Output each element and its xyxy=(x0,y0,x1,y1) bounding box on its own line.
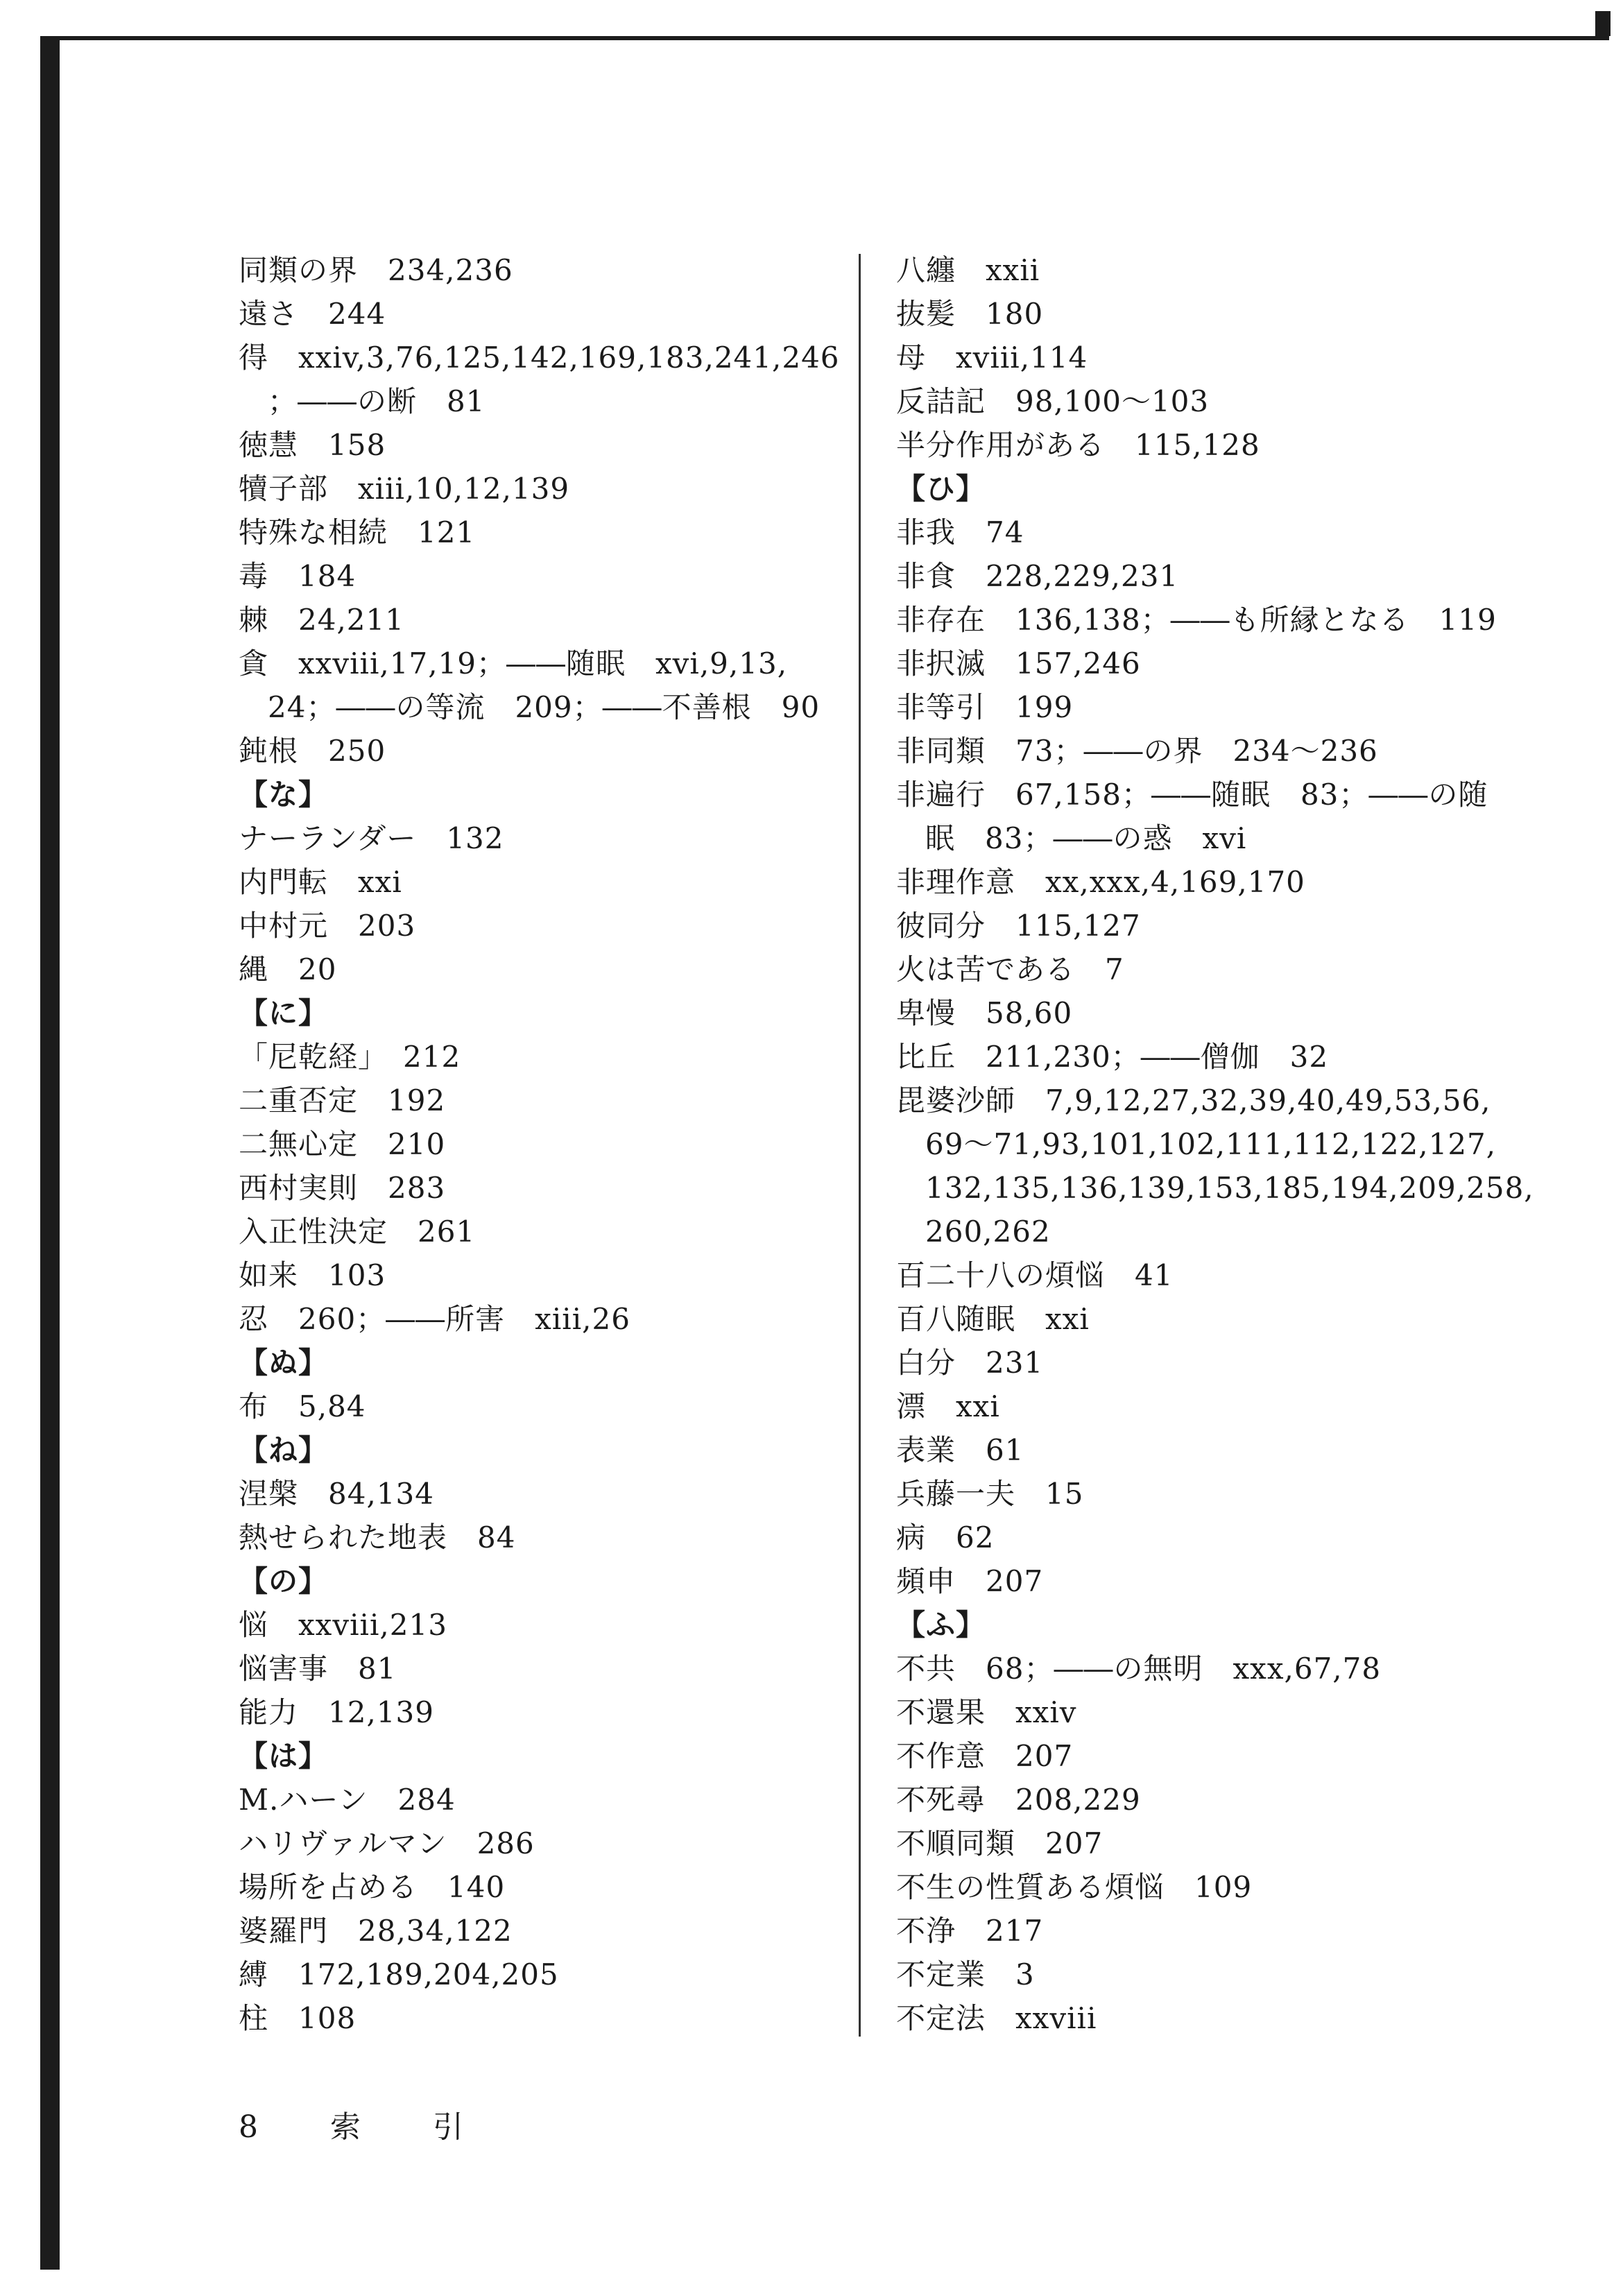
index-entry: 如来 103 xyxy=(239,1258,386,1292)
index-section-heading: 【ね】 xyxy=(239,1433,329,1467)
index-entry: 貪 xxviii,17,19；――随眠 xvi,9,13, xyxy=(239,646,788,680)
index-column-right xyxy=(896,248,1562,2040)
index-entry: 忍 260；――所害 xiii,26 xyxy=(239,1302,630,1336)
index-entry: 眠 83；――の惑 xvi xyxy=(925,821,1247,855)
index-entry: 犢子部 xiii,10,12,139 xyxy=(239,472,570,506)
index-entry: 百八随眠 xxi xyxy=(896,1302,1090,1336)
index-entry: 棘 24,211 xyxy=(239,603,404,637)
index-entry: 不浄 217 xyxy=(896,1914,1044,1948)
index-entry: 非択滅 157,246 xyxy=(896,646,1141,680)
index-entry: 不作意 207 xyxy=(896,1739,1074,1773)
index-entry: 反詰記 98,100〜103 xyxy=(896,384,1210,418)
scan-border-top xyxy=(40,36,1609,40)
index-entry: 内門転 xxi xyxy=(239,865,402,899)
column-divider xyxy=(859,254,861,2037)
scan-border-left xyxy=(40,36,60,2270)
index-entry: 場所を占める 140 xyxy=(239,1870,506,1904)
index-entry: 非存在 136,138；――も所縁となる 119 xyxy=(896,603,1497,637)
index-entry: 不死尋 208,229 xyxy=(896,1783,1141,1817)
index-entry: 西村実則 283 xyxy=(239,1171,446,1205)
index-entry: 不定業 3 xyxy=(896,1957,1035,1991)
index-section-heading: 【な】 xyxy=(239,778,329,812)
index-entry: ナーランダー 132 xyxy=(239,821,504,855)
index-entry: 遠さ 244 xyxy=(239,297,386,331)
index-section-heading: 【ぬ】 xyxy=(239,1346,329,1380)
index-entry: 69〜71,93,101,102,111,112,122,127, xyxy=(925,1127,1497,1161)
index-entry: 非同類 73；――の界 234〜236 xyxy=(896,734,1378,768)
index-entry: 布 5,84 xyxy=(239,1389,366,1423)
index-entry: 百二十八の煩悩 41 xyxy=(896,1258,1174,1292)
index-section-heading: 【に】 xyxy=(239,996,329,1030)
index-entry: M.ハーン 284 xyxy=(239,1783,456,1817)
index-entry: 柱 108 xyxy=(239,2001,357,2035)
index-entry: 毒 184 xyxy=(239,559,357,593)
index-entry: 病 62 xyxy=(896,1520,995,1554)
index-entry: 母 xviii,114 xyxy=(896,341,1088,375)
index-entry: 彼同分 115,127 xyxy=(896,909,1141,943)
index-entry: 火は苦である 7 xyxy=(896,952,1124,986)
index-entry: ；――の断 81 xyxy=(268,384,486,418)
index-section-heading: 【は】 xyxy=(239,1739,329,1773)
index-entry: 比丘 211,230；――僧伽 32 xyxy=(896,1040,1329,1074)
index-entry: 能力 12,139 xyxy=(239,1695,434,1729)
index-entry: 表業 61 xyxy=(896,1433,1024,1467)
index-entry: 不共 68；――の無明 xxx,67,78 xyxy=(896,1652,1382,1686)
index-entry: 不順同類 207 xyxy=(896,1826,1104,1860)
index-column-left xyxy=(239,248,840,2040)
index-entry: 縛 172,189,204,205 xyxy=(239,1957,559,1991)
index-entry: ハリヴァルマン 286 xyxy=(239,1826,535,1860)
index-entry: 非食 228,229,231 xyxy=(896,559,1179,593)
index-section-heading: 【ふ】 xyxy=(896,1608,986,1642)
index-entry: 悩害事 81 xyxy=(239,1652,397,1686)
index-entry: 徳慧 158 xyxy=(239,428,386,462)
page-footer xyxy=(239,2102,526,2146)
scan-corner-mark xyxy=(1595,11,1611,36)
index-entry: 二重否定 192 xyxy=(239,1083,446,1117)
index-entry: 非理作意 xx,xxx,4,169,170 xyxy=(896,865,1305,899)
index-entry: 二無心定 210 xyxy=(239,1127,446,1161)
index-entry: 漂 xxi xyxy=(896,1389,1000,1423)
index-entry: 悩 xxviii,213 xyxy=(239,1608,447,1642)
index-entry: 不定法 xxviii xyxy=(896,2001,1097,2035)
page-number: 8 xyxy=(239,2109,258,2145)
index-entry: 熱せられた地表 84 xyxy=(239,1520,516,1554)
index-entry: 鈍根 250 xyxy=(239,734,386,768)
index-entry: 入正性決定 261 xyxy=(239,1215,476,1249)
index-entry: 「尼乾経」 212 xyxy=(239,1040,461,1074)
index-entry: 特殊な相続 121 xyxy=(239,515,476,549)
index-entry: 白分 231 xyxy=(896,1346,1044,1380)
index-entry: 中村元 203 xyxy=(239,909,416,943)
index-entry: 132,135,136,139,153,185,194,209,258, xyxy=(925,1171,1534,1205)
index-entry: 半分作用がある 115,128 xyxy=(896,428,1260,462)
index-entry: 得 xxiv,3,76,125,142,169,183,241,246 xyxy=(239,341,840,375)
index-entry: 毘婆沙師 7,9,12,27,32,39,40,49,53,56, xyxy=(896,1083,1491,1117)
index-entry: 非我 74 xyxy=(896,515,1024,549)
index-section-heading: 【の】 xyxy=(239,1564,329,1598)
index-entry: 非等引 199 xyxy=(896,690,1074,724)
index-entry: 非遍行 67,158；――随眠 83；――の随 xyxy=(896,778,1488,812)
index-entry: 兵藤一夫 15 xyxy=(896,1477,1084,1511)
index-entry: 不生の性質ある煩悩 109 xyxy=(896,1870,1253,1904)
index-entry: 頻申 207 xyxy=(896,1564,1044,1598)
index-entry: 不還果 xxiv xyxy=(896,1695,1077,1729)
index-entry: 婆羅門 28,34,122 xyxy=(239,1914,513,1948)
footer-title-char-1: 索 xyxy=(330,2109,361,2145)
index-entry: 卑慢 58,60 xyxy=(896,996,1073,1030)
footer-title-char-2: 引 xyxy=(433,2109,463,2145)
index-entry: 同類の界 234,236 xyxy=(239,253,513,287)
index-entry: 縄 20 xyxy=(239,952,337,986)
index-entry: 抜髪 180 xyxy=(896,297,1044,331)
index-entry: 涅槃 84,134 xyxy=(239,1477,434,1511)
index-entry: 八纏 xxii xyxy=(896,253,1040,287)
index-section-heading: 【ひ】 xyxy=(896,472,986,506)
index-entry: 260,262 xyxy=(925,1215,1051,1249)
index-entry: 24；――の等流 209；――不善根 90 xyxy=(268,690,821,724)
